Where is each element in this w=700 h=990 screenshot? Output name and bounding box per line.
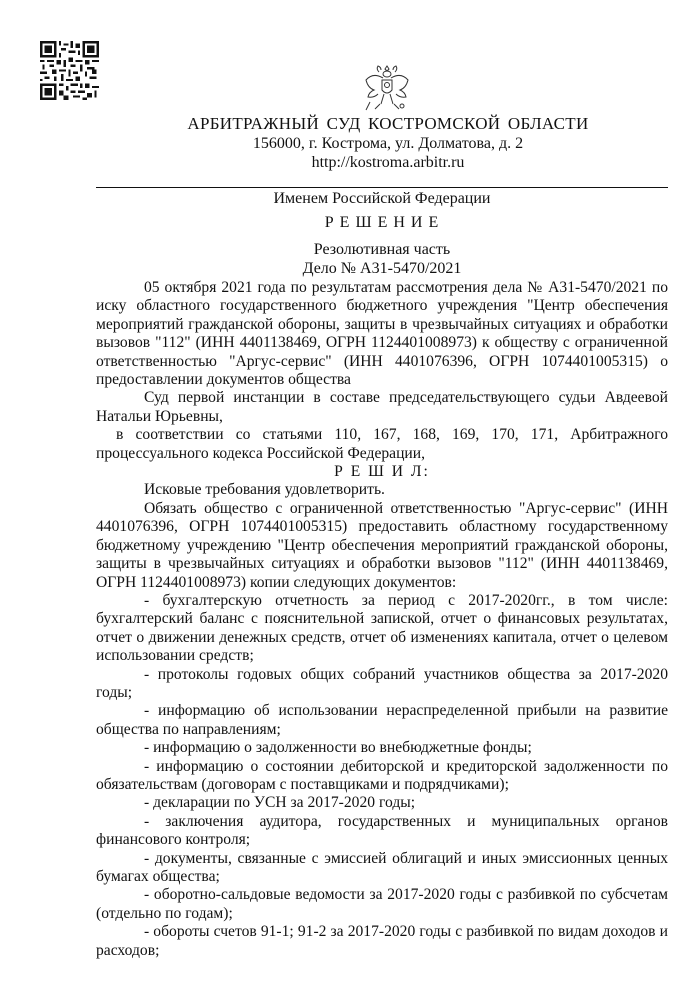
- document-list-item: - бухгалтерскую отчетность за период с 2017-2020гг., в том числе: бухгалтерский баланс с пояснительной запиской, отчет о финансовых результатах, отчет о движении денежных средств, отчет об изменениях капитала, отчет о целевом использовании средств;: [96, 591, 668, 665]
- claims-granted-paragraph: Исковые требования удовлетворить.: [144, 481, 385, 499]
- court-address: 156000, г. Кострома, ул. Долматова, д. 2: [252, 135, 524, 152]
- resolved-heading: Р Е Ш И Л:: [334, 463, 430, 481]
- document-list-item: - информацию о задолженности во внебюджетные фонды;: [144, 739, 532, 757]
- intro-paragraph: 05 октября 2021 года по результатам рассмотрения дела № А31-5470/2021 по иску областного государственного бюджетного учреждения "Центр обеспечения мероприятий гражданской обороны, защиты в чрезвычайных ситуациях и обработки вызовов "112" (ИНН 4401138469, ОГРН 1124401008973) к обществу с ограниченной ответственностью "Аргус-сервис" (ИНН 4401076396, ОГРН 1074401005315) о предоставлении документов общества: [96, 279, 668, 389]
- decision-title: Р Е Ш Е Н И Е: [324, 214, 440, 231]
- coat-of-arms-icon: [362, 62, 412, 114]
- court-name: АРБИТРАЖНЫЙ СУД КОСТРОМСКОЙ ОБЛАСТИ: [187, 114, 589, 133]
- decision-body: [96, 279, 668, 960]
- court-composition-paragraph: Суд первой инстанции в составе председательствующего судьи Авдеевой Натальи Юрьевны,: [96, 389, 668, 425]
- header-divider: [96, 187, 668, 188]
- court-website-link[interactable]: http://kostroma.arbitr.ru: [311, 154, 465, 171]
- case-number: Дело № А31-5470/2021: [302, 260, 462, 277]
- document-list-item: - заключения аудитора, государственных и муниципальных органов финансового контроля;: [96, 812, 668, 849]
- document-list-item: - обороты счетов 91-1; 91-2 за 2017-2020 годы с разбивкой по видам доходов и расходов;: [96, 923, 668, 959]
- obligation-paragraph: Обязать общество с ограниченной ответственностью "Аргус-сервис" (ИНН 4401076396, ОГРН 1074401005315) предоставить областному государственному бюджетному учреждению "Центр обеспечения мероприятий гражданской обороны, защиты в чрезвычайных ситуациях и обработки вызовов "112" (ИНН 4401138469, ОГРН 1124401008973) копии следующих документов:: [96, 499, 668, 591]
- in-name-of-federation: Именем Российской Федерации: [273, 190, 491, 207]
- document-list-item: - протоколы годовых общих собраний участников общества за 2017-2020 годы;: [96, 665, 668, 701]
- resolution-part-label: Резолютивная часть: [313, 241, 451, 258]
- document-list-item: - информацию о состоянии дебиторской и кредиторской задолженности по обязательствам (договорам с поставщиками и подрядчиками);: [96, 757, 668, 793]
- document-list-item: - декларации по УСН за 2017-2020 годы;: [144, 794, 416, 812]
- document-list-item: - информацию об использовании нераспределенной прибыли на развитие общества по направлениям;: [96, 702, 668, 738]
- articles-paragraph: в соответствии со статьями 110, 167, 168, 169, 170, 171, Арбитражного процессуального кодекса Российской Федерации,: [96, 426, 668, 462]
- document-list-item: - документы, связанные с эмиссией облигаций и иных эмиссионных ценных бумагах общества;: [96, 849, 668, 885]
- document-list-item: - оборотно-сальдовые ведомости за 2017-2020 годы с разбивкой по субсчетам (отдельно по годам);: [96, 886, 668, 922]
- qr-code-icon: [40, 41, 99, 100]
